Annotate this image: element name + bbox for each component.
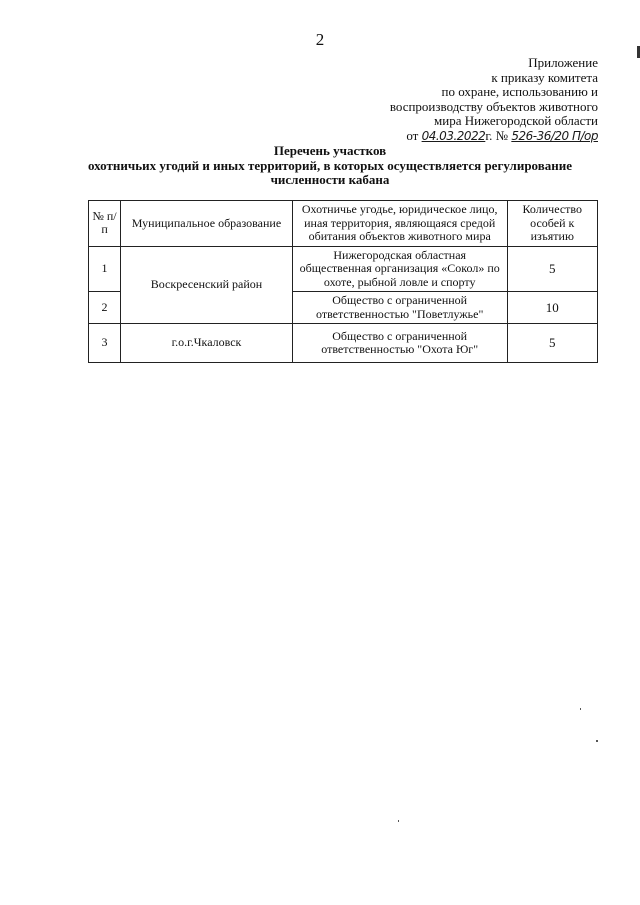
header-quantity: Количество особей к изъятию [507, 201, 597, 247]
scan-speck [580, 708, 581, 710]
cell-quantity: 10 [507, 292, 597, 324]
appendix-line-1: Приложение [528, 55, 598, 70]
cell-no: 2 [89, 292, 121, 324]
hunting-plots-table [88, 200, 598, 363]
title-line-3: численности кабана [270, 172, 390, 187]
page-number: 2 [315, 30, 325, 49]
cell-no: 1 [89, 246, 121, 292]
cell-land: Общество с ограниченной ответственностью "Охота Юг" [292, 324, 507, 363]
scan-speck [398, 820, 399, 822]
appendix-block [298, 56, 598, 143]
scan-speck [596, 740, 598, 742]
appendix-line-5: мира Нижегородской области [434, 113, 598, 128]
cell-land: Нижегородская областная общественная организация «Сокол» по охоте, рыбной ловле и спорту [292, 246, 507, 292]
title-line-1: Перечень участков [273, 143, 387, 158]
order-mid: г. № [485, 127, 512, 143]
table-row [89, 246, 598, 292]
cell-quantity: 5 [507, 246, 597, 292]
cell-no: 3 [89, 324, 121, 363]
cell-municipality: Воскресенский район [121, 246, 293, 324]
header-land: Охотничье угодье, юридическое лицо, иная территория, являющаяся средой обитания объектов животного мира [292, 201, 507, 247]
appendix-line-2: к приказу комитета [491, 69, 598, 85]
header-municipality: Муниципальное образование [121, 201, 293, 247]
table-header-row [89, 201, 598, 247]
header-no: № п/п [89, 201, 121, 247]
order-prefix: от [406, 127, 422, 143]
appendix-line-3: по охране, использованию и [441, 84, 598, 99]
document-title [70, 144, 590, 188]
title-line-2: охотничьих угодий и иных территорий, в которых осуществляется регулирование [88, 157, 572, 173]
cell-municipality: г.о.г.Чкаловск [121, 324, 293, 363]
cell-land: Общество с ограниченной ответственностью "Повeтлужье" [292, 292, 507, 324]
table-row [89, 324, 598, 363]
cell-quantity: 5 [507, 324, 597, 363]
order-number-handwritten: 526-36/20 П/ор [511, 128, 598, 143]
appendix-line-4: воспроизводству объектов животного [389, 98, 598, 114]
order-reference [298, 129, 598, 144]
order-date-handwritten: 04.03.2022 [421, 128, 486, 143]
